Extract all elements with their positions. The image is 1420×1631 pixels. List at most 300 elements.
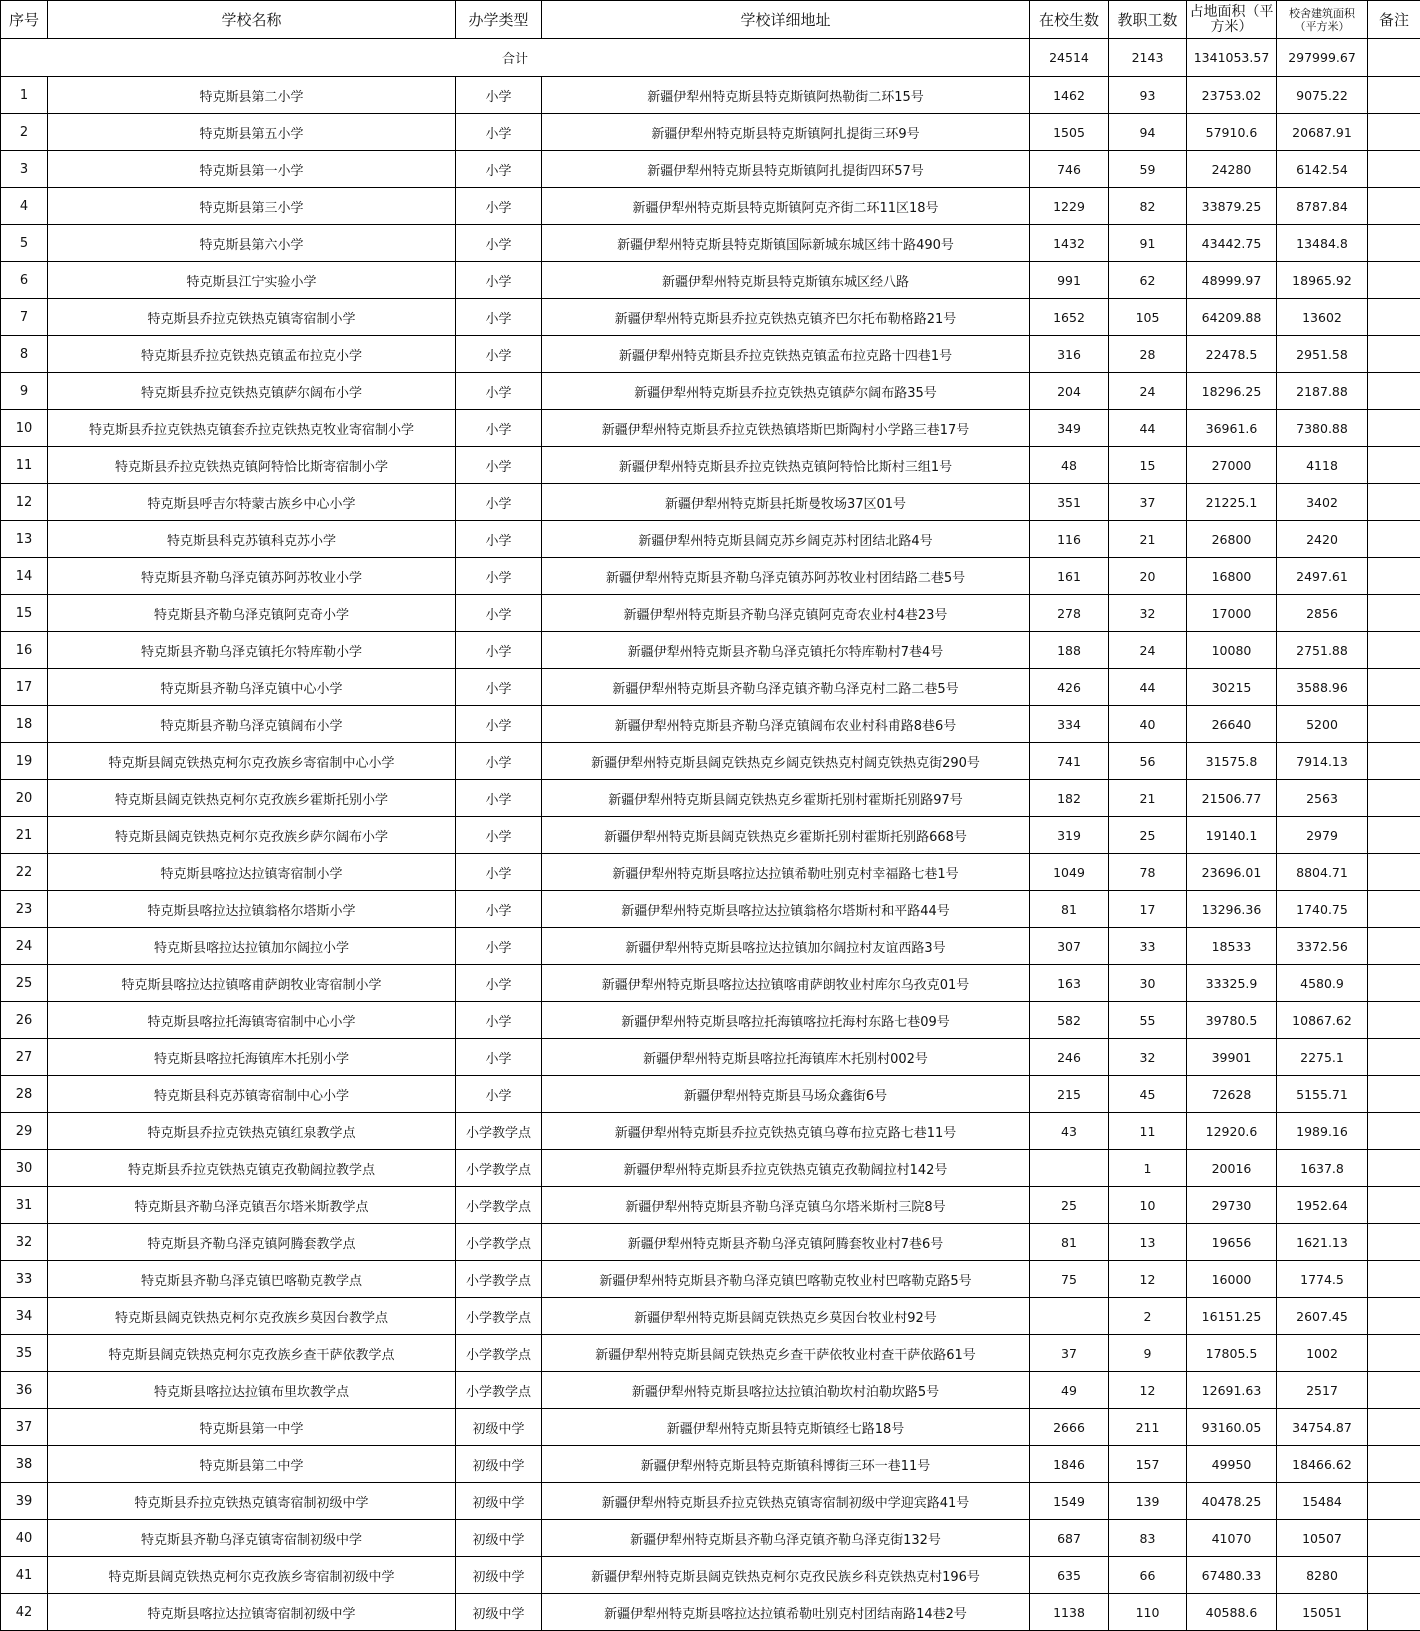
cell-building-area: 2751.88	[1277, 632, 1368, 669]
cell-school-type: 小学教学点	[456, 1113, 542, 1150]
cell-students: 163	[1030, 965, 1109, 1002]
cell-land-area: 23696.01	[1187, 854, 1277, 891]
cell-remark	[1368, 336, 1420, 373]
cell-address: 新疆伊犁州特克斯县喀拉达拉镇希勒吐别克村幸福路七巷1号	[542, 854, 1030, 891]
cell-land-area: 93160.05	[1187, 1409, 1277, 1446]
header-name: 学校名称	[48, 1, 456, 39]
cell-school-type: 小学	[456, 965, 542, 1002]
cell-staff: 12	[1109, 1372, 1187, 1409]
cell-staff: 82	[1109, 188, 1187, 225]
cell-staff: 25	[1109, 817, 1187, 854]
cell-index: 18	[1, 706, 48, 743]
cell-index: 3	[1, 151, 48, 188]
cell-remark	[1368, 1150, 1420, 1187]
cell-remark	[1368, 706, 1420, 743]
table-row	[1, 299, 1420, 336]
table-row	[1, 1372, 1420, 1409]
cell-students: 351	[1030, 484, 1109, 521]
cell-index: 42	[1, 1594, 48, 1631]
cell-index: 29	[1, 1113, 48, 1150]
cell-remark	[1368, 188, 1420, 225]
cell-address: 新疆伊犁州特克斯县齐勒乌泽克镇齐勒乌泽克村二路二巷5号	[542, 669, 1030, 706]
cell-index: 4	[1, 188, 48, 225]
header-land-area: 占地面积（平方米）	[1187, 1, 1277, 39]
cell-staff: 157	[1109, 1446, 1187, 1483]
cell-students: 161	[1030, 558, 1109, 595]
cell-address: 新疆伊犁州特克斯县乔拉克铁热克镇孟布拉克路十四巷1号	[542, 336, 1030, 373]
cell-school-type: 小学教学点	[456, 1261, 542, 1298]
cell-building-area: 10507	[1277, 1520, 1368, 1557]
table-row	[1, 1113, 1420, 1150]
cell-address: 新疆伊犁州特克斯县托斯曼牧场37区01号	[542, 484, 1030, 521]
cell-students: 246	[1030, 1039, 1109, 1076]
cell-students: 307	[1030, 928, 1109, 965]
table-row	[1, 1039, 1420, 1076]
cell-remark	[1368, 1409, 1420, 1446]
cell-address: 新疆伊犁州特克斯县特克斯镇国际新城东城区纬十路490号	[542, 225, 1030, 262]
cell-building-area: 8787.84	[1277, 188, 1368, 225]
cell-address: 新疆伊犁州特克斯县齐勒乌泽克镇乌尔塔米斯村三院8号	[542, 1187, 1030, 1224]
cell-building-area: 9075.22	[1277, 77, 1368, 114]
cell-school-name: 特克斯县乔拉克铁热克镇阿特恰比斯寄宿制小学	[48, 447, 456, 484]
table-row	[1, 1261, 1420, 1298]
cell-index: 28	[1, 1076, 48, 1113]
cell-students: 349	[1030, 410, 1109, 447]
cell-school-type: 小学	[456, 151, 542, 188]
cell-remark	[1368, 1520, 1420, 1557]
cell-remark	[1368, 669, 1420, 706]
cell-school-name: 特克斯县科克苏镇科克苏小学	[48, 521, 456, 558]
cell-staff: 2	[1109, 1298, 1187, 1335]
cell-students	[1030, 1298, 1109, 1335]
cell-building-area: 1637.8	[1277, 1150, 1368, 1187]
cell-school-name: 特克斯县喀拉达拉镇喀甫萨朗牧业寄宿制小学	[48, 965, 456, 1002]
table-row	[1, 1224, 1420, 1261]
cell-school-type: 小学	[456, 928, 542, 965]
cell-index: 24	[1, 928, 48, 965]
cell-staff: 20	[1109, 558, 1187, 595]
cell-land-area: 43442.75	[1187, 225, 1277, 262]
cell-students: 1505	[1030, 114, 1109, 151]
cell-staff: 40	[1109, 706, 1187, 743]
cell-remark	[1368, 743, 1420, 780]
cell-land-area: 19140.1	[1187, 817, 1277, 854]
cell-students: 582	[1030, 1002, 1109, 1039]
table-row	[1, 558, 1420, 595]
cell-school-type: 小学	[456, 447, 542, 484]
table-row	[1, 780, 1420, 817]
cell-students: 334	[1030, 706, 1109, 743]
cell-school-name: 特克斯县阔克铁热克柯尔克孜族乡寄宿制中心小学	[48, 743, 456, 780]
cell-building-area: 3588.96	[1277, 669, 1368, 706]
cell-index: 30	[1, 1150, 48, 1187]
cell-land-area: 40588.6	[1187, 1594, 1277, 1631]
table-row	[1, 225, 1420, 262]
table-row	[1, 1557, 1420, 1594]
cell-students: 687	[1030, 1520, 1109, 1557]
cell-school-type: 小学	[456, 706, 542, 743]
cell-remark	[1368, 1039, 1420, 1076]
cell-building-area: 2856	[1277, 595, 1368, 632]
table-row	[1, 817, 1420, 854]
cell-remark	[1368, 151, 1420, 188]
cell-staff: 56	[1109, 743, 1187, 780]
cell-staff: 37	[1109, 484, 1187, 521]
cell-staff: 62	[1109, 262, 1187, 299]
cell-building-area: 8280	[1277, 1557, 1368, 1594]
cell-land-area: 49950	[1187, 1446, 1277, 1483]
cell-school-name: 特克斯县齐勒乌泽克镇阔布小学	[48, 706, 456, 743]
table-row	[1, 928, 1420, 965]
cell-staff: 91	[1109, 225, 1187, 262]
cell-school-name: 特克斯县乔拉克铁热克镇孟布拉克小学	[48, 336, 456, 373]
cell-school-type: 初级中学	[456, 1446, 542, 1483]
cell-school-name: 特克斯县阔克铁热克柯尔克孜族乡寄宿制初级中学	[48, 1557, 456, 1594]
cell-address: 新疆伊犁州特克斯县乔拉克铁热克镇乌尊布拉克路七巷11号	[542, 1113, 1030, 1150]
cell-land-area: 13296.36	[1187, 891, 1277, 928]
cell-staff: 44	[1109, 410, 1187, 447]
cell-land-area: 39901	[1187, 1039, 1277, 1076]
cell-remark	[1368, 1298, 1420, 1335]
cell-remark	[1368, 854, 1420, 891]
cell-school-name: 特克斯县第三小学	[48, 188, 456, 225]
table-row	[1, 632, 1420, 669]
cell-address: 新疆伊犁州特克斯县齐勒乌泽克镇阿克奇农业村4巷23号	[542, 595, 1030, 632]
cell-remark	[1368, 817, 1420, 854]
cell-index: 11	[1, 447, 48, 484]
cell-school-name: 特克斯县呼吉尔特蒙古族乡中心小学	[48, 484, 456, 521]
table-row	[1, 891, 1420, 928]
cell-students: 81	[1030, 891, 1109, 928]
cell-address: 新疆伊犁州特克斯县乔拉克铁热克镇齐巴尔托布勒格路21号	[542, 299, 1030, 336]
cell-students: 1652	[1030, 299, 1109, 336]
cell-address: 新疆伊犁州特克斯县特克斯镇阿扎提街四环57号	[542, 151, 1030, 188]
cell-building-area: 15484	[1277, 1483, 1368, 1520]
cell-remark	[1368, 965, 1420, 1002]
cell-address: 新疆伊犁州特克斯县特克斯镇阿扎提街三环9号	[542, 114, 1030, 151]
cell-address: 新疆伊犁州特克斯县阔克铁热克乡霍斯托别村霍斯托别路668号	[542, 817, 1030, 854]
cell-school-type: 小学	[456, 780, 542, 817]
cell-index: 12	[1, 484, 48, 521]
cell-school-name: 特克斯县乔拉克铁热克镇套乔拉克铁热克牧业寄宿制小学	[48, 410, 456, 447]
cell-building-area: 34754.87	[1277, 1409, 1368, 1446]
cell-land-area: 26800	[1187, 521, 1277, 558]
table-row	[1, 854, 1420, 891]
header-building-area: 校舍建筑面积（平方米）	[1277, 1, 1368, 39]
cell-land-area: 21225.1	[1187, 484, 1277, 521]
cell-school-name: 特克斯县喀拉达拉镇寄宿制小学	[48, 854, 456, 891]
cell-land-area: 16800	[1187, 558, 1277, 595]
cell-school-type: 小学	[456, 1076, 542, 1113]
cell-address: 新疆伊犁州特克斯县喀拉达拉镇喀甫萨朗牧业村库尔乌孜克01号	[542, 965, 1030, 1002]
cell-staff: 24	[1109, 632, 1187, 669]
cell-students: 43	[1030, 1113, 1109, 1150]
cell-building-area: 20687.91	[1277, 114, 1368, 151]
header-address: 学校详细地址	[542, 1, 1030, 39]
cell-building-area: 1621.13	[1277, 1224, 1368, 1261]
cell-building-area: 2497.61	[1277, 558, 1368, 595]
header-row	[1, 1, 1420, 39]
cell-land-area: 27000	[1187, 447, 1277, 484]
table-row	[1, 114, 1420, 151]
total-land-area: 1341053.57	[1187, 39, 1277, 77]
cell-students: 426	[1030, 669, 1109, 706]
cell-address: 新疆伊犁州特克斯县特克斯镇阿热勒街二环15号	[542, 77, 1030, 114]
cell-index: 39	[1, 1483, 48, 1520]
cell-staff: 93	[1109, 77, 1187, 114]
cell-index: 6	[1, 262, 48, 299]
cell-remark	[1368, 632, 1420, 669]
table-row	[1, 373, 1420, 410]
cell-school-name: 特克斯县第一小学	[48, 151, 456, 188]
cell-land-area: 21506.77	[1187, 780, 1277, 817]
cell-address: 新疆伊犁州特克斯县乔拉克铁热克镇萨尔阔布路35号	[542, 373, 1030, 410]
cell-school-name: 特克斯县喀拉托海镇库木托别小学	[48, 1039, 456, 1076]
cell-students: 81	[1030, 1224, 1109, 1261]
cell-school-type: 小学教学点	[456, 1298, 542, 1335]
cell-school-type: 小学	[456, 854, 542, 891]
cell-index: 14	[1, 558, 48, 595]
cell-index: 17	[1, 669, 48, 706]
cell-land-area: 48999.97	[1187, 262, 1277, 299]
cell-remark	[1368, 891, 1420, 928]
cell-school-type: 小学	[456, 521, 542, 558]
table-row	[1, 669, 1420, 706]
cell-staff: 30	[1109, 965, 1187, 1002]
cell-school-type: 初级中学	[456, 1594, 542, 1631]
table-row	[1, 1150, 1420, 1187]
cell-school-type: 小学	[456, 373, 542, 410]
table-row	[1, 965, 1420, 1002]
cell-remark	[1368, 1187, 1420, 1224]
cell-building-area: 4118	[1277, 447, 1368, 484]
cell-address: 新疆伊犁州特克斯县特克斯镇经七路18号	[542, 1409, 1030, 1446]
cell-school-name: 特克斯县第五小学	[48, 114, 456, 151]
cell-index: 10	[1, 410, 48, 447]
cell-index: 8	[1, 336, 48, 373]
cell-school-type: 小学教学点	[456, 1150, 542, 1187]
cell-staff: 11	[1109, 1113, 1187, 1150]
cell-address: 新疆伊犁州特克斯县阔克铁热克柯尔克孜民族乡科克铁热克村196号	[542, 1557, 1030, 1594]
cell-school-name: 特克斯县第二小学	[48, 77, 456, 114]
cell-address: 新疆伊犁州特克斯县乔拉克铁热克镇寄宿制初级中学迎宾路41号	[542, 1483, 1030, 1520]
cell-staff: 59	[1109, 151, 1187, 188]
cell-staff: 105	[1109, 299, 1187, 336]
cell-building-area: 1952.64	[1277, 1187, 1368, 1224]
header-remark: 备注	[1368, 1, 1420, 39]
cell-school-type: 小学	[456, 484, 542, 521]
cell-students: 116	[1030, 521, 1109, 558]
cell-building-area: 6142.54	[1277, 151, 1368, 188]
cell-land-area: 33879.25	[1187, 188, 1277, 225]
cell-index: 31	[1, 1187, 48, 1224]
cell-school-name: 特克斯县齐勒乌泽克镇托尔特库勒小学	[48, 632, 456, 669]
cell-school-name: 特克斯县喀拉达拉镇寄宿制初级中学	[48, 1594, 456, 1631]
cell-staff: 32	[1109, 595, 1187, 632]
cell-building-area: 7914.13	[1277, 743, 1368, 780]
cell-land-area: 18296.25	[1187, 373, 1277, 410]
table-row	[1, 1594, 1420, 1631]
cell-remark	[1368, 1557, 1420, 1594]
cell-remark	[1368, 928, 1420, 965]
cell-land-area: 23753.02	[1187, 77, 1277, 114]
cell-school-type: 小学	[456, 1039, 542, 1076]
cell-land-area: 18533	[1187, 928, 1277, 965]
cell-school-name: 特克斯县乔拉克铁热克镇克孜勒阔拉教学点	[48, 1150, 456, 1187]
cell-school-type: 小学	[456, 891, 542, 928]
cell-remark	[1368, 373, 1420, 410]
cell-students: 319	[1030, 817, 1109, 854]
table-row	[1, 484, 1420, 521]
cell-address: 新疆伊犁州特克斯县阔克铁热克乡查干萨依牧业村查干萨依路61号	[542, 1335, 1030, 1372]
cell-remark	[1368, 1224, 1420, 1261]
cell-index: 37	[1, 1409, 48, 1446]
header-staff: 教职工数	[1109, 1, 1187, 39]
cell-school-name: 特克斯县第一中学	[48, 1409, 456, 1446]
cell-land-area: 29730	[1187, 1187, 1277, 1224]
cell-address: 新疆伊犁州特克斯县齐勒乌泽克镇托尔特库勒村7巷4号	[542, 632, 1030, 669]
cell-address: 新疆伊犁州特克斯县喀拉达拉镇翁格尔塔斯村和平路44号	[542, 891, 1030, 928]
cell-index: 15	[1, 595, 48, 632]
cell-address: 新疆伊犁州特克斯县喀拉达拉镇泊勒坎村泊勒坎路5号	[542, 1372, 1030, 1409]
cell-building-area: 1740.75	[1277, 891, 1368, 928]
cell-land-area: 64209.88	[1187, 299, 1277, 336]
cell-school-type: 小学	[456, 632, 542, 669]
cell-building-area: 2563	[1277, 780, 1368, 817]
cell-school-name: 特克斯县齐勒乌泽克镇苏阿苏牧业小学	[48, 558, 456, 595]
cell-address: 新疆伊犁州特克斯县喀拉托海镇库木托别村002号	[542, 1039, 1030, 1076]
cell-remark	[1368, 1076, 1420, 1113]
header-type: 办学类型	[456, 1, 542, 39]
cell-land-area: 17805.5	[1187, 1335, 1277, 1372]
table-row	[1, 1298, 1420, 1335]
cell-staff: 13	[1109, 1224, 1187, 1261]
cell-staff: 55	[1109, 1002, 1187, 1039]
cell-land-area: 57910.6	[1187, 114, 1277, 151]
cell-index: 40	[1, 1520, 48, 1557]
cell-building-area: 1989.16	[1277, 1113, 1368, 1150]
table-row	[1, 1076, 1420, 1113]
cell-school-name: 特克斯县江宁实验小学	[48, 262, 456, 299]
cell-students: 1049	[1030, 854, 1109, 891]
cell-address: 新疆伊犁州特克斯县马场众鑫街6号	[542, 1076, 1030, 1113]
header-index: 序号	[1, 1, 48, 39]
cell-address: 新疆伊犁州特克斯县齐勒乌泽克镇巴喀勒克牧业村巴喀勒克路5号	[542, 1261, 1030, 1298]
cell-school-name: 特克斯县齐勒乌泽克镇中心小学	[48, 669, 456, 706]
cell-land-area: 39780.5	[1187, 1002, 1277, 1039]
table-row	[1, 743, 1420, 780]
cell-school-type: 初级中学	[456, 1557, 542, 1594]
cell-land-area: 16151.25	[1187, 1298, 1277, 1335]
cell-index: 33	[1, 1261, 48, 1298]
cell-land-area: 22478.5	[1187, 336, 1277, 373]
table-row	[1, 1520, 1420, 1557]
cell-address: 新疆伊犁州特克斯县阔克铁热克乡莫因台牧业村92号	[542, 1298, 1030, 1335]
cell-school-name: 特克斯县齐勒乌泽克镇阿克奇小学	[48, 595, 456, 632]
cell-building-area: 1774.5	[1277, 1261, 1368, 1298]
cell-school-name: 特克斯县齐勒乌泽克镇阿腾套教学点	[48, 1224, 456, 1261]
cell-staff: 44	[1109, 669, 1187, 706]
cell-remark	[1368, 595, 1420, 632]
cell-school-name: 特克斯县阔克铁热克柯尔克孜族乡查干萨依教学点	[48, 1335, 456, 1372]
cell-school-type: 初级中学	[456, 1520, 542, 1557]
cell-address: 新疆伊犁州特克斯县齐勒乌泽克镇阔布农业村科甫路8巷6号	[542, 706, 1030, 743]
cell-remark	[1368, 262, 1420, 299]
cell-staff: 33	[1109, 928, 1187, 965]
cell-building-area: 2607.45	[1277, 1298, 1368, 1335]
cell-school-name: 特克斯县阔克铁热克柯尔克孜族乡萨尔阔布小学	[48, 817, 456, 854]
cell-school-name: 特克斯县阔克铁热克柯尔克孜族乡莫因台教学点	[48, 1298, 456, 1335]
cell-school-type: 小学	[456, 336, 542, 373]
cell-address: 新疆伊犁州特克斯县乔拉克铁热克镇阿特恰比斯村三组1号	[542, 447, 1030, 484]
cell-students: 1138	[1030, 1594, 1109, 1631]
table-row	[1, 1483, 1420, 1520]
cell-address: 新疆伊犁州特克斯县特克斯镇阿克齐街二环11区18号	[542, 188, 1030, 225]
cell-remark	[1368, 558, 1420, 595]
cell-index: 7	[1, 299, 48, 336]
cell-address: 新疆伊犁州特克斯县齐勒乌泽克镇齐勒乌泽克街132号	[542, 1520, 1030, 1557]
cell-students: 1229	[1030, 188, 1109, 225]
cell-building-area: 8804.71	[1277, 854, 1368, 891]
cell-school-name: 特克斯县乔拉克铁热克镇红泉教学点	[48, 1113, 456, 1150]
cell-staff: 10	[1109, 1187, 1187, 1224]
cell-address: 新疆伊犁州特克斯县齐勒乌泽克镇阿腾套牧业村7巷6号	[542, 1224, 1030, 1261]
cell-school-type: 小学	[456, 817, 542, 854]
cell-index: 26	[1, 1002, 48, 1039]
cell-index: 25	[1, 965, 48, 1002]
cell-staff: 21	[1109, 521, 1187, 558]
table-row	[1, 188, 1420, 225]
cell-staff: 17	[1109, 891, 1187, 928]
cell-index: 1	[1, 77, 48, 114]
cell-school-type: 初级中学	[456, 1483, 542, 1520]
cell-land-area: 31575.8	[1187, 743, 1277, 780]
cell-staff: 1	[1109, 1150, 1187, 1187]
cell-index: 27	[1, 1039, 48, 1076]
cell-remark	[1368, 780, 1420, 817]
cell-remark	[1368, 1372, 1420, 1409]
cell-land-area: 40478.25	[1187, 1483, 1277, 1520]
cell-building-area: 2275.1	[1277, 1039, 1368, 1076]
cell-staff: 83	[1109, 1520, 1187, 1557]
cell-staff: 110	[1109, 1594, 1187, 1631]
cell-land-area: 12691.63	[1187, 1372, 1277, 1409]
cell-school-name: 特克斯县喀拉达拉镇布里坎教学点	[48, 1372, 456, 1409]
table-row	[1, 1187, 1420, 1224]
total-students: 24514	[1030, 39, 1109, 77]
cell-school-type: 小学	[456, 558, 542, 595]
table-row	[1, 1002, 1420, 1039]
table-row	[1, 336, 1420, 373]
cell-students: 188	[1030, 632, 1109, 669]
cell-remark	[1368, 521, 1420, 558]
cell-land-area: 12920.6	[1187, 1113, 1277, 1150]
table-row	[1, 1446, 1420, 1483]
cell-staff: 15	[1109, 447, 1187, 484]
cell-land-area: 19656	[1187, 1224, 1277, 1261]
cell-school-name: 特克斯县齐勒乌泽克镇巴喀勒克教学点	[48, 1261, 456, 1298]
cell-index: 34	[1, 1298, 48, 1335]
cell-index: 32	[1, 1224, 48, 1261]
cell-building-area: 4580.9	[1277, 965, 1368, 1002]
cell-school-type: 小学	[456, 225, 542, 262]
cell-staff: 211	[1109, 1409, 1187, 1446]
cell-students: 1846	[1030, 1446, 1109, 1483]
cell-school-type: 小学	[456, 595, 542, 632]
cell-remark	[1368, 114, 1420, 151]
total-remark	[1368, 39, 1420, 77]
cell-index: 16	[1, 632, 48, 669]
